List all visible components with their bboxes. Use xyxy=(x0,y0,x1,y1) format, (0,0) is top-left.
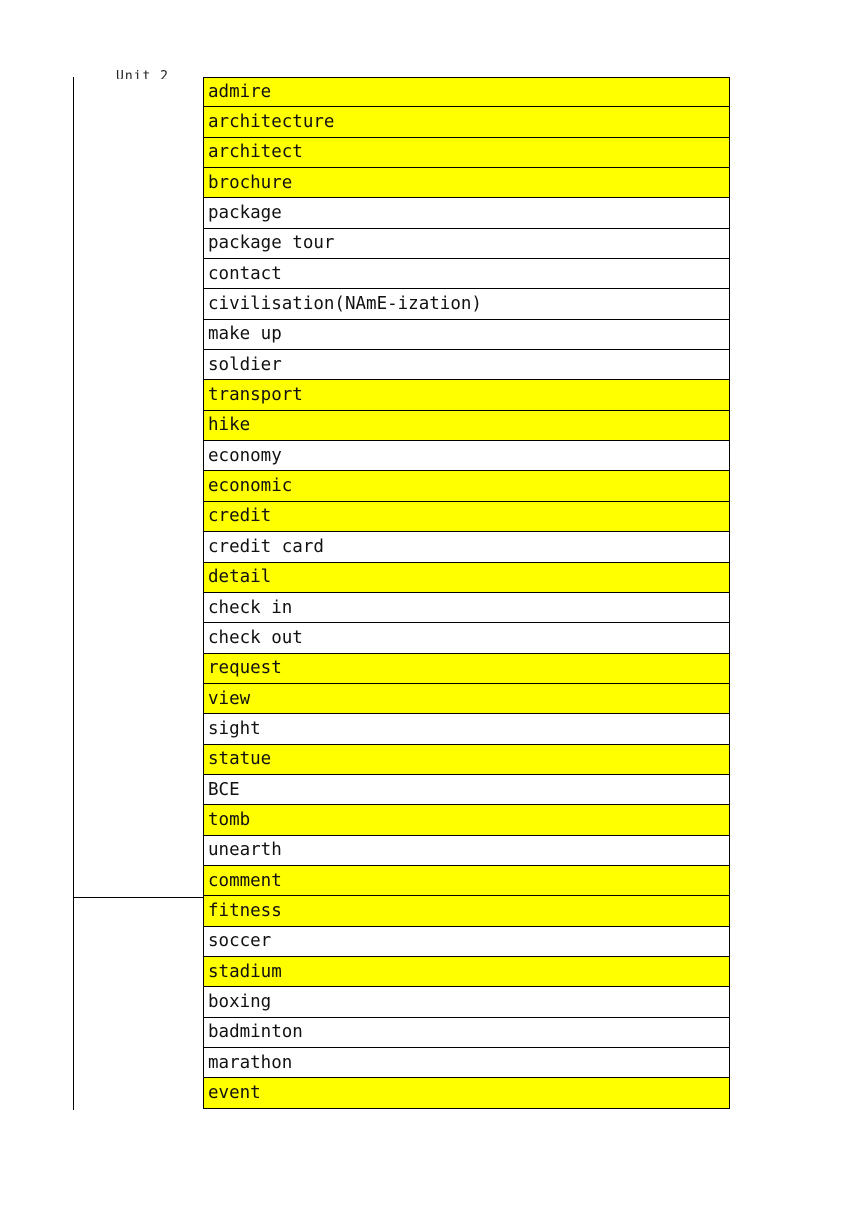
vocabulary-row: BCE xyxy=(203,775,730,805)
vocabulary-row: statue xyxy=(203,745,730,775)
vocabulary-row: credit xyxy=(203,502,730,532)
vocabulary-list xyxy=(203,77,730,1109)
vocabulary-row: hike xyxy=(203,411,730,441)
vocabulary-row: view xyxy=(203,684,730,714)
unit-section-divider xyxy=(73,897,204,898)
vocabulary-row: transport xyxy=(203,380,730,410)
vocabulary-row: economy xyxy=(203,441,730,471)
vocabulary-row: request xyxy=(203,654,730,684)
left-column-border xyxy=(73,77,74,1110)
vocabulary-row: boxing xyxy=(203,987,730,1017)
vocabulary-row: contact xyxy=(203,259,730,289)
vocabulary-row: stadium xyxy=(203,957,730,987)
vocabulary-row: admire xyxy=(203,77,730,107)
vocabulary-row: marathon xyxy=(203,1048,730,1078)
vocabulary-row: soccer xyxy=(203,927,730,957)
vocabulary-row: check out xyxy=(203,623,730,653)
vocabulary-row: detail xyxy=(203,563,730,593)
vocabulary-row: sight xyxy=(203,714,730,744)
unit-label: Unit 2 xyxy=(116,70,169,79)
vocabulary-row: comment xyxy=(203,866,730,896)
vocabulary-row: civilisation(NAmE-ization) xyxy=(203,289,730,319)
vocabulary-row: badminton xyxy=(203,1018,730,1048)
vocabulary-row: tomb xyxy=(203,805,730,835)
vocabulary-row: unearth xyxy=(203,836,730,866)
vocabulary-row: package tour xyxy=(203,229,730,259)
vocabulary-row: architecture xyxy=(203,107,730,137)
vocabulary-row: check in xyxy=(203,593,730,623)
vocabulary-row: brochure xyxy=(203,168,730,198)
vocabulary-row: make up xyxy=(203,320,730,350)
vocabulary-row: soldier xyxy=(203,350,730,380)
vocabulary-row: package xyxy=(203,198,730,228)
vocabulary-row: credit card xyxy=(203,532,730,562)
vocabulary-row: fitness xyxy=(203,896,730,926)
vocabulary-row: architect xyxy=(203,138,730,168)
vocabulary-row: event xyxy=(203,1078,730,1108)
vocabulary-row: economic xyxy=(203,471,730,501)
